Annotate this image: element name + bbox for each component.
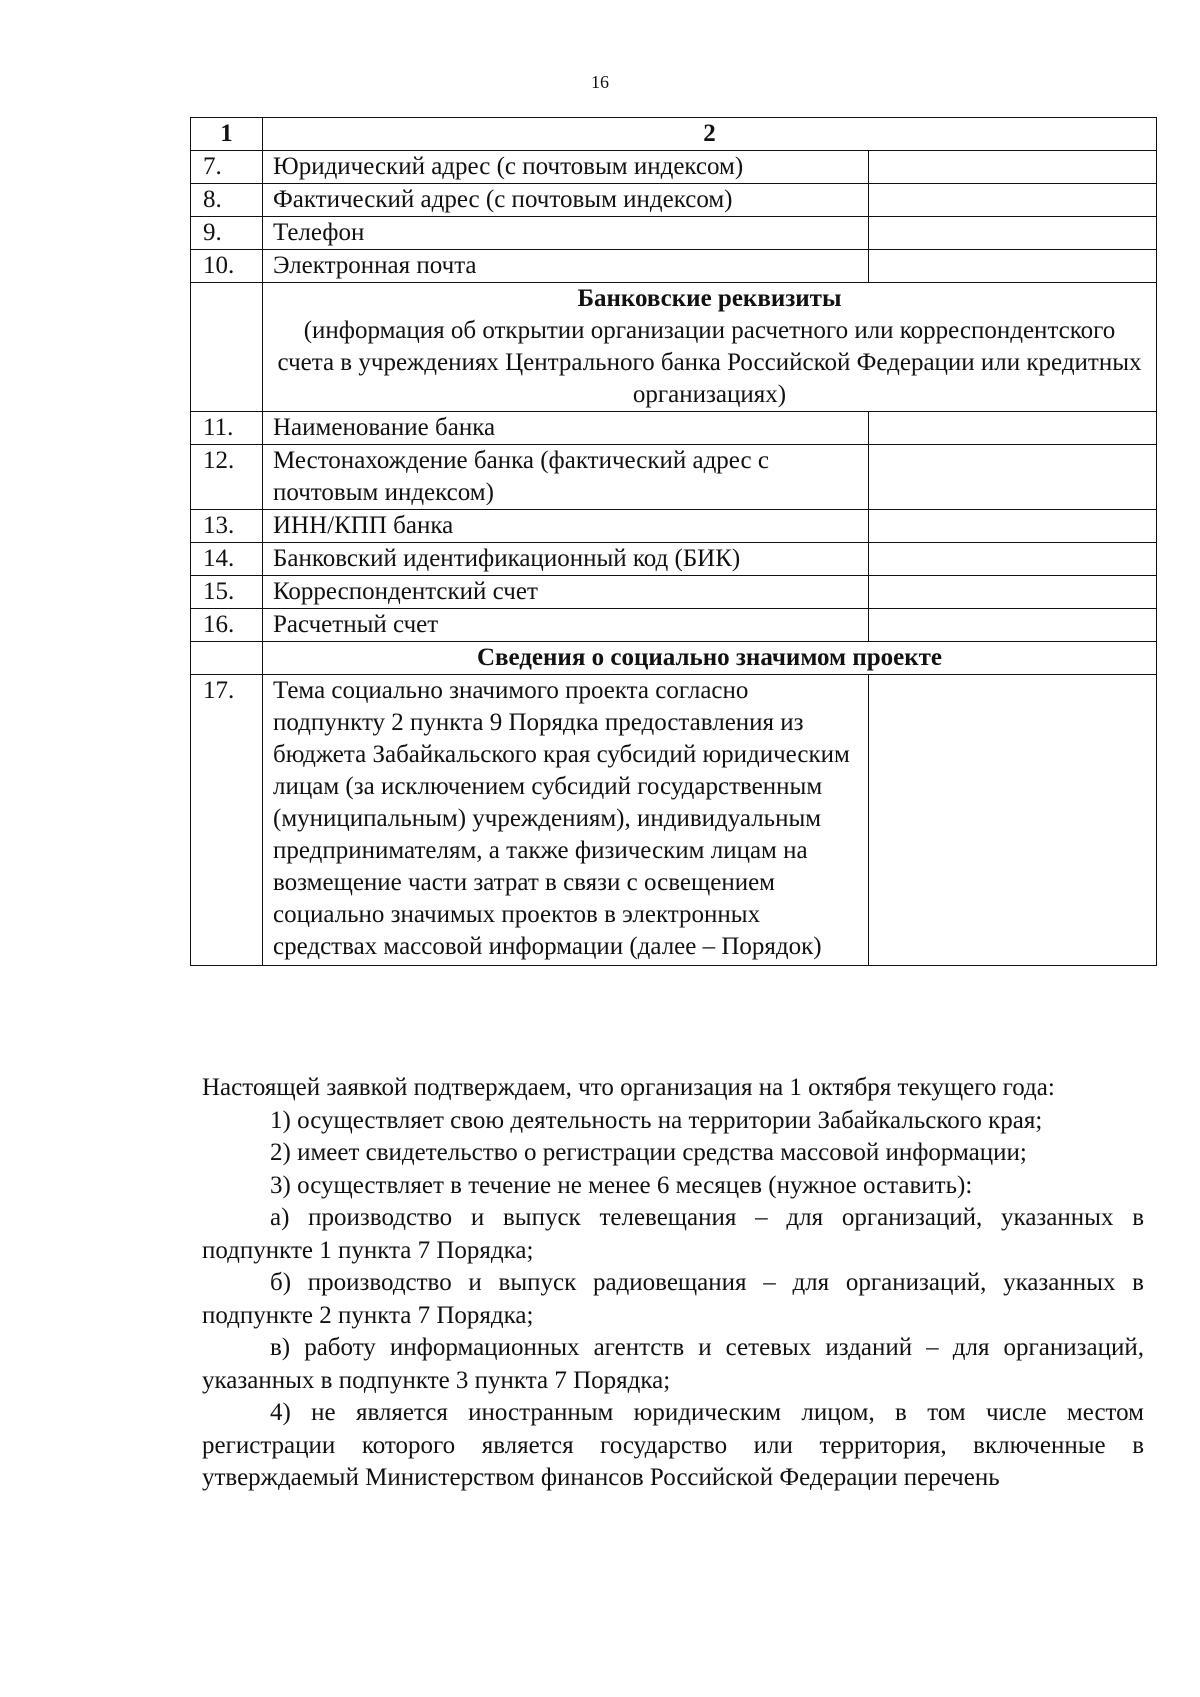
project-section-cell bbox=[263, 642, 1157, 675]
table-header-row bbox=[191, 118, 1157, 151]
row-value-cell[interactable] bbox=[869, 412, 1157, 445]
bank-section-cell bbox=[263, 283, 1157, 412]
table-row bbox=[191, 510, 1157, 543]
bank-section-subtitle: (информация об открытии организации расчетного или корреспондентского счета в учреждениях Центрального банка Российской Федерации или кредитных организациях) bbox=[277, 317, 1142, 408]
row-label: Расчетный счет bbox=[263, 609, 869, 642]
table-row bbox=[191, 412, 1157, 445]
row-value-cell[interactable] bbox=[869, 675, 1157, 966]
table-row bbox=[191, 151, 1157, 184]
table-row bbox=[191, 250, 1157, 283]
row-value-cell[interactable] bbox=[869, 445, 1157, 510]
table-row bbox=[191, 217, 1157, 250]
row-label: Фактический адрес (с почтовым индексом) bbox=[263, 184, 869, 217]
row-number: 13. bbox=[191, 510, 263, 543]
paragraph: Настоящей заявкой подтверждаем, что организация на 1 октября текущего года: bbox=[202, 1074, 1055, 1101]
row-label: Телефон bbox=[263, 217, 869, 250]
row-number: 7. bbox=[191, 151, 263, 184]
row-number: 12. bbox=[191, 445, 263, 510]
project-section-row bbox=[191, 642, 1157, 675]
header-col-1: 1 bbox=[191, 118, 263, 151]
row-number: 14. bbox=[191, 543, 263, 576]
table-row bbox=[191, 184, 1157, 217]
table-row bbox=[191, 543, 1157, 576]
row-label: Наименование банка bbox=[263, 412, 869, 445]
paragraph: 4) не является иностранным юридическим лицом, в том числе местом регистрации которого является государство или территория, включенные в утверждаемый Министерством финансов Российской Федерации перечень bbox=[202, 1399, 1144, 1491]
row-label: Электронная почта bbox=[263, 250, 869, 283]
row-label: Корреспондентский счет bbox=[263, 576, 869, 609]
paragraph: 2) имеет свидетельство о регистрации средства массовой информации; bbox=[270, 1139, 1027, 1166]
paragraph: в) работу информационных агентств и сетевых изданий – для организаций, указанных в подпункте 3 пункта 7 Порядка; bbox=[202, 1334, 1144, 1394]
header-col-2: 2 bbox=[263, 118, 1157, 151]
paragraph: а) производство и выпуск телевещания – для организаций, указанных в подпункте 1 пункта 7 Порядка; bbox=[202, 1204, 1144, 1264]
row-label: Тема социально значимого проекта согласно подпункту 2 пункта 9 Порядка предоставления из бюджета Забайкальского края субсидий юридическим лицам (за исключением субсидий государственным (муниципальным) учреждениям), индивидуальным предпринимателям, а также физическим лицам на возмещение части затрат в связи с освещением социально значимых проектов в электронных средствах массовой информации (далее – Порядок) bbox=[263, 675, 869, 966]
empty-cell bbox=[191, 283, 263, 412]
bank-section-row bbox=[191, 283, 1157, 412]
confirmation-text bbox=[202, 1072, 1144, 1495]
row-number: 17. bbox=[191, 675, 263, 966]
row-number: 9. bbox=[191, 217, 263, 250]
page-number: 16 bbox=[591, 72, 609, 92]
row-value-cell[interactable] bbox=[869, 250, 1157, 283]
table-row bbox=[191, 576, 1157, 609]
table-row bbox=[191, 609, 1157, 642]
row-value-cell[interactable] bbox=[869, 184, 1157, 217]
table-row bbox=[191, 675, 1157, 966]
row-number: 8. bbox=[191, 184, 263, 217]
row-label: Банковский идентификационный код (БИК) bbox=[263, 543, 869, 576]
row-value-cell[interactable] bbox=[869, 576, 1157, 609]
row-number: 11. bbox=[191, 412, 263, 445]
row-value-cell[interactable] bbox=[869, 217, 1157, 250]
row-number: 10. bbox=[191, 250, 263, 283]
application-form-table bbox=[190, 117, 1157, 966]
row-number: 15. bbox=[191, 576, 263, 609]
project-section-title: Сведения о социально значимом проекте bbox=[476, 644, 943, 671]
row-label: ИНН/КПП банка bbox=[263, 510, 869, 543]
row-value-cell[interactable] bbox=[869, 510, 1157, 543]
row-value-cell[interactable] bbox=[869, 609, 1157, 642]
row-label: Юридический адрес (с почтовым индексом) bbox=[263, 151, 869, 184]
bank-section-title: Банковские реквизиты bbox=[577, 285, 842, 312]
paragraph: 1) осуществляет свою деятельность на территории Забайкальского края; bbox=[270, 1106, 1043, 1134]
row-label: Местонахождение банка (фактический адрес с почтовым индексом) bbox=[263, 445, 869, 510]
row-value-cell[interactable] bbox=[869, 151, 1157, 184]
empty-cell bbox=[191, 642, 263, 675]
paragraph: б) производство и выпуск радиовещания – для организаций, указанных в подпункте 2 пункта 7 Порядка; bbox=[202, 1269, 1144, 1329]
row-number: 16. bbox=[191, 609, 263, 642]
table-row bbox=[191, 445, 1157, 510]
row-value-cell[interactable] bbox=[869, 543, 1157, 576]
paragraph: 3) осуществляет в течение не менее 6 месяцев (нужное оставить): bbox=[270, 1171, 973, 1199]
